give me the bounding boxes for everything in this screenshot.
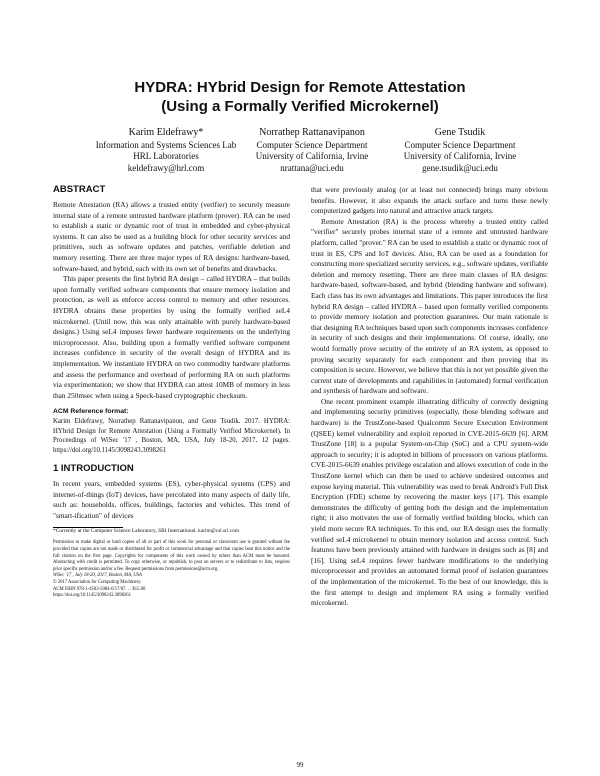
permission-block — [53, 540, 290, 599]
author-dept: Computer Science Department — [404, 139, 516, 150]
page-number: 99 — [296, 761, 304, 769]
title-line-1: HYDRA: HYbrid Design for Remote Attestation — [134, 79, 466, 96]
left-column — [53, 184, 290, 600]
author-3 — [360, 127, 560, 174]
permission-isbn: ACM ISBN 978-1-4503-5084-6/17/07. . . $15.00 — [53, 586, 146, 592]
author-email: nrattana@uci.edu — [280, 162, 344, 173]
permission-venue: WiSec '17 , July 18-20, 2017, Boston, MA, USA — [53, 573, 142, 579]
author-name: Gene Tsudik — [434, 127, 486, 138]
author-name: Norrathep Rattanavipanon — [259, 127, 365, 138]
abstract-paragraph-1: Remote Attestation (RA) allows a trusted entity (verifier) to securely measure internal state of a remote untrusted hardware platform (prover). RA can be used to establish a static or dynamic root of trust in embedded and cyber-physical systems. It can also be used as a building block for other security services and primitives, such as software updates and patches, verifiable deletion and memory resetting. There are three major types of RA designs: hardware-based, software-based, and hybrid, each with its own set of benefits and drawbacks. — [53, 200, 290, 273]
author-org: University of California, Irvine — [403, 151, 517, 161]
introduction-paragraph-1: In recent years, embedded systems (ES), cyber-physical systems (CPS) and internet-of-things (IoT) devices, have percolated into many aspects of daily life, such as: households, offices, buildings, factories and vehicles. This trend of "smart-ification" of devices — [53, 478, 290, 520]
abstract-paragraph-2: This paper presents the first hybrid RA design – called HYDRA – that builds upon formally verified software components that ensure memory isolation and protection, as well as enforce access control to memory and other resources. HYDRA obtains these properties by using the formally verified seL4 microkernel. (Until now, this was only attainable with purely hardware-based designs.) Using seL4 imposes fewer hardware requirements on the underlying microprocessor. Also, building upon a formally verified software component increases confidence in security of the overall design of HYDRA and its implementation. We instantiate HYDRA on two commodity hardware platforms and assess the performance and overhead of performing RA on such platforms via experimentation; we show that HYDRA can attest 10MB of memory in less than 250msec when using a Speck-based cryptographic checksum. — [53, 274, 290, 400]
abstract-heading: ABSTRACT — [53, 184, 106, 195]
paper-title — [0, 78, 600, 116]
permission-doi: https://doi.org/10.1145/3098243.3098261 — [53, 593, 131, 599]
author-org: University of California, Irvine — [255, 151, 369, 161]
author-footnote: *Currently at the Computer Science Laboratory, SRI International. karim@csl.sri.com — [53, 528, 240, 535]
author-dept: Information and Systems Sciences Lab — [95, 139, 237, 150]
title-line-2: (Using a Formally Verified Microkernel) — [161, 98, 439, 115]
permission-copyright: © 2017 Association for Computing Machinery. — [53, 580, 142, 586]
acm-reference-heading: ACM Reference format: — [53, 408, 129, 416]
right-paragraph-3: One recent prominent example illustrating difficulty of correctly designing and implementing security primitives (especially, those blending software and hardware) is the TrustZone-based Qualcomm Secure Execution Environment (QSEE) kernel vulnerability and exploit reported in CVE-2015-6639 [6]. ARM TrustZone [18] is a popular System-on-Chip (SoC) and a CPU system-wide approach to security; it is adopted in billions of processors on various platforms. CVE-2015-6639 enables privilege escalation and allows execution of code in the TrustZone kernel which can then be used to achieve undesired outcomes and expose keying material. This vulnerability was used to break Android's Full Disk Encryption (FDE) scheme by recovering the master keys [17]. This example demonstrates the difficulty of getting both the design and the implementation right; it also motivates the use of formally verified building blocks, which can yield more secure RA techniques. To this end, our RA design uses the formally verified seL4 microkernel to obtain memory isolation and access control. Such features have been previously attained with hardware in designs such as [8] and [16]. Using seL4 requires fewer hardware modifications to the underlying microprocessor and provides an automated formal proof of isolation guarantees of the implementation of the microkernel. To the best of our knowledge, this is the first attempt to design and implement RA using a formally verified microkernel. — [311, 396, 548, 608]
author-email: gene.tsudik@uci.edu — [422, 162, 498, 173]
author-email: keldefrawy@hrl.com — [127, 162, 205, 173]
right-column — [311, 185, 548, 609]
author-org: HRL Laboratories — [133, 151, 199, 161]
permission-text: Permission to make digital or hard copies of all or part of this work for personal or classroom use is granted without fee provided that copies are not made or distributed for profit or commercial advantage and that copies bear this notice and the full citation on the first page. Copyrights for components of this work owned by others than ACM must be honored. Abstracting with credit is permitted. To copy otherwise, or republish, to post on servers or to redistribute to lists, requires prior specific permission and/or a fee. Request permissions from permissions@acm.org. — [53, 540, 290, 572]
introduction-heading: 1 INTRODUCTION — [53, 462, 134, 474]
author-name: Karim Eldefrawy* — [128, 127, 204, 138]
author-dept: Computer Science Department — [256, 139, 368, 150]
right-paragraph-2: Remote Attestation (RA) is the process whereby a trusted entity called "verifier" securely probes internal state of a remote and untrusted hardware platform, called "prover." RA can be used to establish a static or dynamic root of trust in ES, CPS and IoT devices. Also, RA can be used as a foundation for constructing more specialized security services, e.g., software updates, verifiable deletion and memory resetting. There are three main classes of RA designs: hardware-based, software-based, and hybrid (blending hardware and software). Each class has its own advantages and limitations. This paper introduces the first hybrid RA design – called HYDRA – based upon formally verified components to provide memory isolation and protection guarantees. Our main rationale is that designing RA techniques based upon such components increases confidence in security of such designs and their implementations. Of course, ideally, one would formally prove security of the entirety of an RA system, as opposed to proving security separately for each component and then proving that its composition is secure. However, we believe that this is not yet possible given the current state of developments and capabilities in (automated) formal verification and synthesis of hardware and software. — [311, 216, 548, 396]
acm-reference-text: Karim Eldefrawy, Norrathep Rattanavipanon, and Gene Tsudik. 2017. HYDRA: HYbrid Design for Remote Attestation (Using a Formally Verified Microkernel). In Proceedings of WiSec '17 , Boston, MA, USA, July 18-20, 2017, 12 pages. https://doi.org/10.1145/3098243.3098261 — [53, 418, 290, 454]
right-paragraph-1: that were previously analog (or at least not connected) brings many obvious benefits. However, it also expands the attack surface and turns these newly computerized gadgets into natural and attractive attack targets. — [311, 185, 548, 216]
